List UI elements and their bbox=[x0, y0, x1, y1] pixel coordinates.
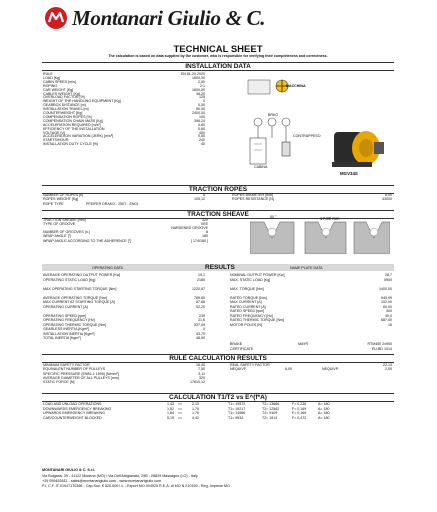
installation-row-label: COMPENSATION ROPES [%] bbox=[43, 114, 92, 119]
result-left-value: 48,90 bbox=[196, 336, 205, 340]
ropes-row-label: ROPES DIAMETER [mm] bbox=[232, 193, 274, 197]
footer-legal: P.I. C.F. IT 01047170366 - Cap.Soc. € 520.000 i.v. - Export MO 004925 R.E.A. di MO N.210159 - Reg. Imprese MO bbox=[42, 484, 230, 488]
installation-row-label: STARTS/HOUR bbox=[43, 138, 69, 143]
result-left-label: AVERAGE OPERATING TORQUE [Nm] bbox=[43, 295, 107, 300]
result-right-label: RATED FREQUENCY [Hz] bbox=[230, 313, 273, 318]
ropes-row-value: 105,12 bbox=[194, 197, 205, 202]
result-right-label: MAX. STATIC LOAD [Kg] bbox=[230, 277, 271, 282]
result-right-label: RATED TORQUE [Nm] bbox=[230, 295, 267, 300]
t1t2-limit: 4,42 bbox=[192, 415, 199, 420]
result-right-label: MOTOR POLES [N] bbox=[230, 322, 262, 327]
brake-maker: MAYR bbox=[298, 342, 309, 346]
rule-row-label: MINIMUM SAFETY FACTOR bbox=[43, 363, 90, 367]
result-left-value: 0 bbox=[203, 327, 205, 331]
t1t2-t1: T1= 14966 bbox=[228, 411, 246, 416]
sheave-row-label: NUMBER OF GROOVES [n.] bbox=[43, 230, 90, 235]
t1t2-angle: A= 180 bbox=[318, 406, 330, 411]
rule-row-label: EQUIVALENT NUMBER OF PULLEYS bbox=[43, 367, 106, 372]
installation-row-label: GEARBOX DISTANCE [m] bbox=[43, 103, 86, 108]
t1t2-ratio: 1,64 bbox=[167, 411, 174, 416]
rule-right-value: 22,13 bbox=[383, 363, 392, 367]
rule-row-value: 17610,12 bbox=[190, 380, 205, 385]
t1t2-t2: T2= 13666 bbox=[262, 402, 280, 406]
certificate-value: EU-BD 1014 bbox=[371, 347, 392, 351]
installation-row-value: 2:1 bbox=[200, 83, 205, 88]
result-right-label: RATED THERMIC TORQUE [Nm] bbox=[230, 318, 285, 322]
cabin-label: CABINA bbox=[254, 165, 268, 169]
certificate-label: CERTIFICATE bbox=[230, 347, 254, 351]
installation-row-value: 398,24 bbox=[194, 118, 205, 123]
t1t2-operator: <= bbox=[177, 406, 183, 411]
result-left-label: OPERATING FREQUENCY [Hz] bbox=[43, 318, 95, 322]
sheave-row-value: [ 174/180 ] bbox=[191, 238, 208, 243]
t1t2-limit: 2,10 bbox=[192, 402, 199, 406]
result-left-value: 43,70 bbox=[196, 331, 205, 336]
t1t2-label: LOAD AND UNLOAD OPERATIONS bbox=[43, 402, 102, 406]
sheave-row-label: TYPE OF GROOVE bbox=[43, 222, 76, 227]
ropes-row-value: 8 bbox=[203, 193, 205, 197]
rule-right-label: NEQUIVP. bbox=[322, 367, 339, 372]
t1t2-label: CAR/COUNTERWEIGHT BLOCKED bbox=[43, 415, 102, 420]
t1t2-ratio: 1,52 bbox=[167, 406, 174, 411]
t1t2-friction: F= 0,169 bbox=[292, 406, 307, 411]
result-right-value: 28,7 bbox=[385, 273, 392, 277]
result-right-value: 40,0 bbox=[385, 313, 392, 318]
sheave-row-label: WRAP ANGLE [°] bbox=[43, 234, 72, 239]
result-right-value: 687,00 bbox=[381, 318, 392, 322]
t1t2-friction: F= 0,169 bbox=[292, 411, 307, 416]
result-left-label: GEARLESS INERTIA [Kgm²] bbox=[43, 327, 89, 331]
result-right-value: 1400,00 bbox=[379, 286, 392, 291]
t1t2-heading: CALCULATION T1/T2 vs E^(f*A) bbox=[42, 393, 394, 402]
rule-calc-heading: RULE CALCULATION RESULTS bbox=[42, 354, 394, 363]
result-right-value: 102,00 bbox=[381, 300, 392, 304]
installation-row-label: ACCELERATION VARIATION (JERK) [m/s³] bbox=[43, 134, 114, 139]
sheave-row-value: VEE bbox=[200, 222, 208, 227]
motor-image bbox=[330, 126, 386, 170]
t1t2-operator: <= bbox=[177, 411, 183, 416]
brake-label: BRAKE bbox=[230, 342, 243, 346]
rule-row-label: SPECIFIC PRESSURE (EN81-1 1905) [N/mm²] bbox=[43, 371, 119, 376]
result-right-value: 5900 bbox=[384, 277, 392, 282]
ropes-row-label: ROPES WEIGHT [Kg] bbox=[43, 197, 79, 202]
installation-row-value: 38,20 bbox=[196, 91, 205, 96]
groove-angle: 50 ° bbox=[270, 215, 277, 219]
groove-diagram bbox=[250, 220, 390, 254]
t1t2-friction: F= 0,236 bbox=[292, 402, 307, 406]
traction-ropes-heading: TRACTION ROPES bbox=[42, 185, 394, 194]
installation-row-value: 40 bbox=[201, 142, 205, 147]
rule-row-value: 3,11 bbox=[198, 371, 205, 376]
t1t2-limit: 1,70 bbox=[192, 406, 199, 411]
t1t2-limit: 1,70 bbox=[192, 411, 199, 416]
traction-sheave-heading: TRACTION SHEAVE bbox=[42, 210, 394, 219]
rule-right-value: 2,00 bbox=[385, 367, 392, 372]
installation-row-label: EFFICIENCY OF THE INSTALLATION bbox=[43, 126, 105, 131]
t1t2-operator: >= bbox=[177, 415, 183, 420]
page-title: TECHNICAL SHEET bbox=[173, 44, 263, 55]
t1t2-label: UPWARDS EMERGENCY BREAKING bbox=[43, 411, 105, 416]
rule-row-label: AVERAGE DIAMETER OF ALL PULLEYS [mm] bbox=[43, 375, 119, 380]
installation-diagram bbox=[220, 72, 330, 182]
sheave-row-label: TRACTION SHEAVE [mm] bbox=[43, 218, 86, 222]
installation-row-label: INSTALLATION DUTY CYCLE [%] bbox=[43, 142, 98, 147]
result-left-label: TOTAL INERTIA [Kgm²] bbox=[43, 336, 81, 340]
installation-row-label: VOLTAGE [V] bbox=[43, 130, 65, 135]
sheave-row-value: 320 bbox=[202, 218, 208, 222]
installation-row-label: INSTALLATION TRAVEL [m] bbox=[43, 107, 89, 112]
ropes-row-label: ROPE TYPE bbox=[43, 201, 64, 206]
result-left-value: 87,66 bbox=[196, 300, 205, 304]
result-left-value: 19,1 bbox=[198, 273, 205, 277]
installation-row-value: 100 bbox=[199, 114, 205, 119]
rule-right-label: NEQUIVF. bbox=[230, 367, 247, 372]
installation-row-label: ROPING bbox=[43, 83, 58, 88]
result-left-label: INSTALLATION INERTIA [Kgm²] bbox=[43, 331, 95, 336]
result-right-label: NOMINAL OUTPUT POWER [Kw] bbox=[230, 273, 285, 277]
installation-row-value: 0 bbox=[203, 99, 205, 104]
result-left-value: 52,20 bbox=[196, 304, 205, 309]
result-left-value: 239 bbox=[199, 313, 205, 318]
installation-row-label: CAR WEIGHT [Kg] bbox=[43, 87, 74, 92]
ropes-row-label: NUMBER OF ROPES [n] bbox=[43, 193, 84, 197]
groove-width: 17,00 mm bbox=[320, 216, 340, 221]
installation-row-value: 1600,00 bbox=[192, 87, 205, 92]
rule-row-value: 320 bbox=[199, 375, 205, 380]
installation-row-value: 240 bbox=[199, 138, 205, 143]
ropes-row-value: 8,00 bbox=[385, 193, 392, 197]
name-plate-label: NAME PLATE DATA bbox=[290, 265, 323, 270]
result-right-label: RATED SPEED [rpm] bbox=[230, 309, 265, 313]
ropes-row-label: ROPES RESISTANCE [N] bbox=[232, 197, 274, 202]
t1t2-t1: T1= 19572 bbox=[228, 402, 246, 406]
installation-data-heading: INSTALLATION DATA bbox=[42, 62, 394, 71]
footer-address: Via Bulgaria, 39 - 41122 Modena (MO) / Via Dell'Artigianato, 29B - 28829 Massagno (LO) - Italy bbox=[42, 474, 198, 478]
t1t2-operator: <= bbox=[177, 402, 183, 406]
result-left-label: OPERATING STATIC LOAD [Kg] bbox=[43, 277, 96, 282]
t1t2-t1: T1= 9934 bbox=[228, 415, 244, 420]
result-left-value: 31,6 bbox=[198, 318, 205, 322]
sheave-label: BRKG bbox=[268, 113, 279, 117]
result-left-label: MAX CURRENT AT STARTING TORQUE [A] bbox=[43, 300, 115, 304]
result-left-value: 537,09 bbox=[194, 322, 205, 327]
t1t2-angle: A= 180 bbox=[318, 415, 330, 420]
installation-row-value: 50,00 bbox=[196, 107, 205, 112]
rule-row-label: STATIC FORCE [N] bbox=[43, 380, 75, 385]
installation-row-label: ACCELERATION REQUIRED [m/s²] bbox=[43, 122, 101, 127]
footer-contacts: +39 059453611 - sales@montanarigiulio.com - www.montanarigiulio.com bbox=[42, 479, 162, 483]
sheave-row-label: WRAP ANGLE ACCORDING TO THE ADHERENCE [°] bbox=[43, 238, 132, 243]
t1t2-t2: T2= 9109 bbox=[262, 411, 278, 416]
installation-row-label: CABIN SPEED [m/s] bbox=[43, 79, 76, 84]
results-heading: RESULTS bbox=[205, 264, 235, 271]
t1t2-angle: A= 180 bbox=[318, 411, 330, 416]
rule-row-value: 16,40 bbox=[196, 363, 205, 367]
result-right-label: MAX. TORQUE [Nm] bbox=[230, 286, 264, 291]
company-logo bbox=[44, 6, 68, 30]
t1t2-label: DOWNWARDS EMERGENCY BREAKING bbox=[43, 406, 112, 411]
result-left-label: AVERAGE OPERATING OUTPUT POWER [Kw] bbox=[43, 273, 121, 277]
company-name: Montanari Giulio & C. bbox=[72, 6, 266, 30]
rule-row-value: 7,50 bbox=[198, 367, 205, 372]
result-left-label: OPERATING CURRENT [A] bbox=[43, 304, 88, 309]
installation-row-label: CABLES WEIGHT [Kg] bbox=[43, 91, 80, 96]
disclaimer: The calculation is based on data supplied by the customer, who is responsible for verifying their completeness and correctness. bbox=[108, 54, 328, 58]
installation-row-value: 0,50 bbox=[198, 134, 205, 139]
installation-row-label: COMPENSATION CHAIN MASS [Kg] bbox=[43, 118, 103, 123]
t1t2-angle: A= 180 bbox=[318, 402, 330, 406]
installation-row-value: 0,00 bbox=[198, 103, 205, 108]
installation-row-value: 2400,00 bbox=[192, 111, 205, 115]
result-right-value: 945,99 bbox=[381, 295, 392, 300]
result-right-value: 60,00 bbox=[383, 304, 392, 309]
counterweight-label: CONTRAPPESO bbox=[293, 134, 321, 138]
operating-data-label: OPERATING DATA bbox=[92, 265, 123, 270]
t1t2-t1: T1= 19217 bbox=[228, 406, 246, 411]
machine-label: MACCHINA bbox=[286, 84, 306, 88]
installation-row-value: 125 bbox=[199, 95, 205, 100]
installation-row-value: 0,60 bbox=[198, 126, 205, 131]
installation-row-label: LOAD [Kg] bbox=[43, 75, 61, 80]
result-left-label: MAX OPERATING STARTING TORQUE [Nm] bbox=[43, 286, 117, 291]
result-left-value: 2180 bbox=[197, 277, 205, 282]
t1t2-t2: T2= 1914 bbox=[262, 415, 278, 420]
t1t2-ratio: 5,19 bbox=[167, 415, 174, 420]
installation-row-value: 1600,00 bbox=[192, 75, 205, 80]
rule-right-label: REAL SAFETY FACTOR bbox=[230, 363, 270, 367]
rule-right-value: 6,00 bbox=[285, 367, 292, 372]
t1t2-friction: F= 0,473 bbox=[292, 415, 307, 420]
installation-row-value: EN 81-20 2020 bbox=[180, 72, 205, 76]
sheave-row-value: 8 bbox=[206, 230, 208, 235]
sheave-row-value: 180 bbox=[202, 234, 208, 239]
installation-row-value: 400 bbox=[199, 130, 205, 135]
installation-row-value: 0,60 bbox=[198, 122, 205, 127]
installation-row-label: COUNTERWEIGHT [Kg] bbox=[43, 111, 83, 115]
result-right-label: RATED CURRENT [A] bbox=[230, 304, 266, 309]
motor-model: MGV34S bbox=[340, 171, 358, 176]
result-left-value: 789,80 bbox=[194, 295, 205, 300]
installation-row-label: WEIGHT OF THE HANDLING EQUIPMENT [Kg] bbox=[43, 99, 121, 104]
brake-value: RTM450 2x950 bbox=[367, 342, 392, 346]
result-left-value: 1220,87 bbox=[192, 286, 205, 291]
footer-company: MONTANARI GIULIO & C. S.r.l. bbox=[42, 468, 96, 472]
result-right-value: 300 bbox=[386, 309, 392, 313]
installation-row-value: 2,00 bbox=[198, 79, 205, 84]
t1t2-ratio: 1,43 bbox=[167, 402, 174, 406]
result-right-value: 16 bbox=[388, 322, 392, 327]
installation-row-label: RULE bbox=[43, 72, 53, 76]
installation-row-label: OVERLOAD FACTOR [%] bbox=[43, 95, 85, 100]
t1t2-t2: T2= 12582 bbox=[262, 406, 280, 411]
result-left-label: OPERATING THERMIC TORQUE [Nm] bbox=[43, 322, 107, 327]
result-left-label: OPERATING SPEED [rpm] bbox=[43, 313, 87, 318]
sheave-row-value: HARDENED GROOVE bbox=[171, 226, 208, 231]
ropes-row-value: 43000 bbox=[382, 197, 392, 202]
ropes-row-value: PFEIFER DRAKO - 250T - EN01 bbox=[86, 201, 139, 206]
result-right-label: MAX CURRENT [A] bbox=[230, 300, 262, 304]
